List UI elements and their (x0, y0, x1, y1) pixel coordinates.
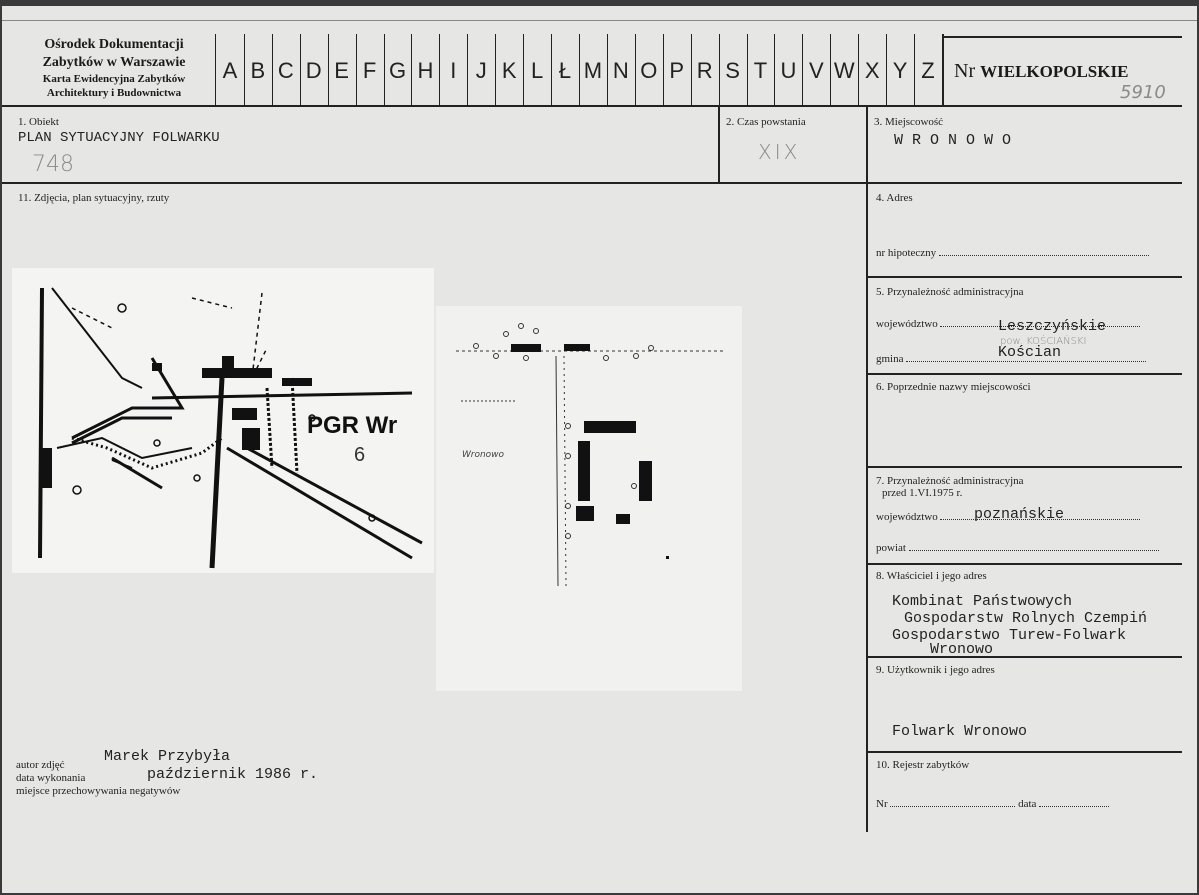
card-title-line1: Karta Ewidencyjna Zabytków (42, 73, 186, 85)
index-divider (579, 34, 580, 106)
miejsce-label: miejsce przechowywania negatywów (16, 785, 181, 797)
index-letter: H (417, 58, 434, 83)
index-divider (495, 34, 496, 106)
situation-map-photo (12, 268, 434, 573)
gmina-dotted-line (906, 361, 1146, 362)
index-letter: X (864, 58, 880, 83)
index-divider (719, 34, 720, 106)
index-divider (663, 34, 664, 106)
gmina-value: Kościan (998, 344, 1062, 361)
sketch-drawing (436, 306, 742, 691)
index-letter: A (222, 58, 238, 83)
index-letter: Ł (558, 58, 572, 83)
przynaleznosc1975-label1: 7. Przynależność administracyjna (876, 475, 1024, 487)
index-letter: B (250, 58, 266, 83)
index-letter: G (388, 58, 407, 83)
wojewodztwo1975-value: poznańskie (974, 506, 1065, 523)
index-divider (467, 34, 468, 106)
index-letter: M (583, 58, 603, 83)
index-divider (774, 34, 775, 106)
region-number (954, 60, 1128, 83)
rejestr-label: 10. Rejestr zabytków (876, 759, 970, 771)
institution-line1: Ośrodek Dokumentacji (44, 37, 184, 52)
index-divider (635, 34, 636, 106)
index-divider (328, 34, 329, 106)
rejestr-row (876, 798, 1109, 810)
wojewodztwo-value: Leszczyńskie (998, 318, 1107, 335)
index-divider (523, 34, 524, 106)
index-divider (747, 34, 748, 106)
index-divider (356, 34, 357, 106)
index-divider (411, 34, 412, 106)
hipoteczny-text: nr hipoteczny (876, 247, 937, 259)
institution-line2: Zabytków w Warszawie (42, 55, 186, 70)
index-divider (830, 34, 831, 106)
rejestr-nr-label: Nr (876, 798, 888, 810)
wojewodztwo1975-label: województwo (876, 511, 938, 523)
zdjecia-label: 11. Zdjęcia, plan sytuacyjny, rzuty (18, 192, 170, 204)
index-divider (384, 34, 385, 106)
powiat-label: powiat (876, 542, 906, 554)
index-letter: Z (921, 58, 935, 83)
rejestr-data-dotted-line (1039, 806, 1109, 807)
index-letter: U (780, 58, 797, 83)
przynaleznosc-label: 5. Przynależność administracyjna (876, 286, 1024, 298)
institution-block (18, 36, 210, 100)
uzytkownik-label: 9. Użytkownik i jego adres (876, 664, 995, 676)
index-divider (691, 34, 692, 106)
obiekt-handwritten: 748 (32, 152, 74, 177)
index-letter: Y (892, 58, 908, 83)
rejestr-data-label: data (1018, 798, 1037, 810)
adres-label: 4. Adres (876, 192, 913, 204)
index-divider (244, 34, 245, 106)
poprzednie-label: 6. Poprzednie nazwy miejscowości (876, 381, 1031, 393)
wojewodztwo-handwritten: pow. KOŚCIAŃSKI (1000, 336, 1087, 347)
przynaleznosc1975-label2: przed 1.VI.1975 r. (882, 487, 963, 499)
index-divider (300, 34, 301, 106)
obiekt-label: 1. Obiekt (18, 116, 59, 128)
index-divider (858, 34, 859, 106)
wlasciciel-label: 8. Właściciel i jego adres (876, 570, 987, 582)
index-divider (886, 34, 887, 106)
index-letter: V (809, 58, 824, 83)
data-wykonania-value: październik 1986 r. (147, 766, 319, 783)
index-letter: N (612, 58, 629, 83)
data-wykonania-label: data wykonania (16, 772, 86, 784)
index-letter: C (277, 58, 294, 83)
wlasciciel-line4: Wronowo (930, 643, 994, 655)
obiekt-value: PLAN SYTUACYJNY FOLWARKU (18, 130, 220, 146)
record-card (2, 6, 1197, 893)
rejestr-nr-dotted-line (890, 806, 1015, 807)
index-divider (802, 34, 803, 106)
index-letter: W (833, 58, 855, 83)
region-number-handwritten: 5910 (1120, 82, 1166, 103)
wlasciciel-line2: Gospodarstw Rolnych Czempiń (904, 610, 1148, 627)
czas-label: 2. Czas powstania (726, 116, 806, 128)
wlasciciel-line3: Gospodarstwo Turew-Folwark (892, 627, 1127, 644)
hipoteczny-label (876, 247, 1149, 259)
situation-sketch-plan (436, 306, 742, 691)
index-letter: T (753, 58, 768, 83)
index-letter: S (725, 58, 740, 83)
region-name: WIELKOPOLSKIE (980, 62, 1129, 81)
powiat-dotted-line (909, 550, 1159, 551)
index-divider (272, 34, 273, 106)
index-letter: J (475, 58, 487, 83)
index-divider (607, 34, 608, 106)
index-letter: D (305, 58, 322, 83)
card-title-line2: Architektury i Budownictwa (46, 87, 182, 99)
index-letter: E (334, 58, 349, 83)
map-label-pgr: PGR Wr (307, 412, 398, 439)
czas-handwritten: XIX (758, 140, 801, 164)
autor-label: autor zdjęć (16, 759, 65, 771)
index-letter: L (530, 58, 544, 83)
miejscowosc-label: 3. Miejscowość (874, 116, 944, 128)
index-letter: R (696, 58, 713, 83)
index-letter: I (450, 58, 457, 83)
map-label-number: 6 (354, 444, 366, 466)
index-divider (914, 34, 915, 106)
wojewodztwo-label: województwo (876, 318, 938, 330)
wlasciciel-line1: Kombinat Państwowych (892, 593, 1073, 610)
index-divider (551, 34, 552, 106)
hipoteczny-dotted-line (939, 255, 1149, 256)
index-letter: O (640, 58, 658, 83)
autor-value: Marek Przybyła (104, 748, 231, 765)
nr-label: Nr (954, 60, 976, 82)
uzytkownik-value: Folwark Wronowo (892, 723, 1028, 740)
index-letter: K (501, 58, 517, 83)
index-letter: F (362, 58, 377, 83)
sketch-label: Wronowo (462, 450, 505, 460)
gmina-label: gmina (876, 353, 904, 365)
powiat-row (876, 542, 1159, 554)
index-divider (439, 34, 440, 106)
miejscowosc-value: W R O N O W O (894, 132, 1012, 149)
index-letter: P (669, 58, 685, 83)
